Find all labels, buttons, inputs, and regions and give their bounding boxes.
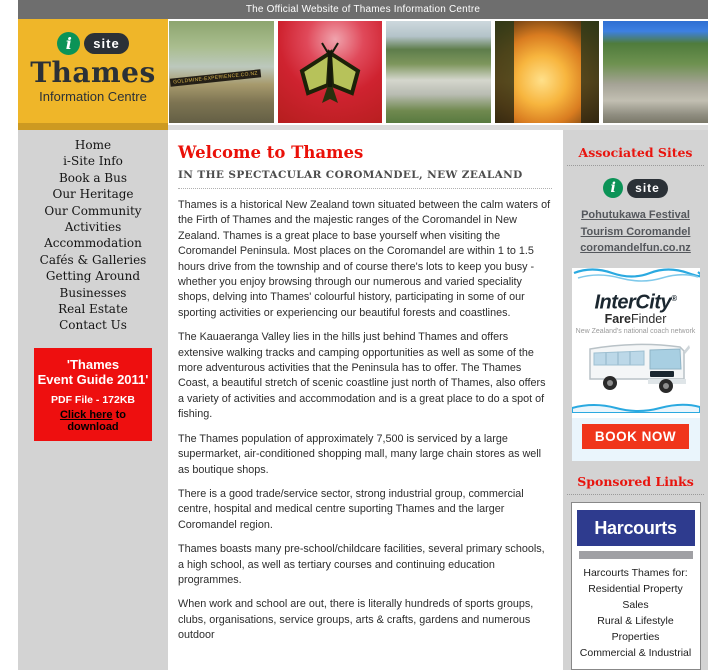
harcourts-ad[interactable] (571, 502, 701, 670)
paragraph-3: The Thames population of approximately 7,500 is serviced by a large supermarket, air-conditioned shopping mall, many large chain stores as well as boutique shops. (178, 432, 542, 476)
body (18, 130, 708, 670)
event-guide-title-line1: 'Thames (66, 356, 120, 372)
main-menu (18, 130, 168, 334)
harcourts-line-1: Harcourts Thames for: (583, 567, 688, 580)
book-now-button[interactable]: BOOK NOW (582, 424, 689, 449)
page-subtitle: IN THE SPECTACULAR COROMANDEL, NEW ZEALAND (178, 169, 523, 181)
sidebar-item-book-a-bus[interactable]: Book a Bus (58, 170, 128, 185)
paragraph-2: The Kauaeranga Valley lies in the hills just behind Thames and offers extensive walking tracks and camping opportunities as well as some of the more adventurous activities that the Peninsula has to offer. The Thames Coast, a beautiful stretch of scenic coastline just north of Thames, also offers a variety of activities and accommodation and is a great place to do a spot of fishing. (178, 331, 546, 421)
paragraph-1: Thames is a historical New Zealand town situated between the calm waters of the Firth of Thames and the majestic ranges of the Coromandel in New Zealand. Thames is a great place to base yourself when visiting the Coromandel Peninsula. Most places on the Coromandel are within 1 to 1.5 hours drive from the township and of course there's lots to keep you busy - whether you enjoy browsing through our numerous and varied speciality shops, delving into Thames' colourful history, participating in some of our sporting activities or experiencing our beautiful forests and coastlines. (178, 199, 551, 319)
banner-photos (168, 19, 708, 130)
paragraph-5: Thames boasts many pre-school/childcare facilities, several primary schools, a high school, as well as tertiary courses and continuing education programmes. (178, 543, 545, 586)
associated-links (563, 207, 708, 257)
site-title: Thames (30, 56, 156, 89)
harcourts-line-4: Commercial & Industrial (579, 647, 692, 660)
harcourts-logo: Harcourts (577, 510, 695, 546)
heading-divider (178, 188, 552, 189)
sidebar-item-contact-us[interactable]: Contact Us (59, 318, 127, 333)
link-pohutukawa-festival[interactable]: Pohutukawa Festival (581, 209, 690, 221)
site-logo (18, 19, 168, 130)
sidebar-item-getting-around[interactable]: Getting Around (45, 269, 141, 284)
top-bar-text: The Official Website of Thames Information Centre (245, 4, 481, 15)
sidebar-item-our-heritage[interactable]: Our Heritage (52, 187, 134, 202)
event-guide-download-rest: to download (67, 408, 127, 433)
harcourts-divider (579, 551, 693, 559)
event-guide-download-link[interactable]: Click here (59, 408, 113, 421)
wave-lines-icon (572, 268, 700, 282)
isite-site-badge: site (627, 179, 668, 198)
isite-i-icon: i (57, 32, 80, 55)
event-guide-download-label (36, 409, 150, 433)
sidebar-item-businesses[interactable]: Businesses (59, 285, 127, 300)
associated-sites-title: Associated Sites (578, 145, 693, 160)
event-guide-download-box[interactable] (34, 348, 152, 441)
left-sidebar (18, 130, 168, 670)
sidebar-item-real-estate[interactable]: Real Estate (58, 302, 128, 317)
page-container (18, 0, 708, 670)
header (18, 19, 708, 130)
paragraph-6: When work and school are out, there is literally hundreds of sports groups, clubs, organisations, service groups, arts & crafts, gardens and numerous outdoor (178, 598, 534, 642)
sidebar-item-home[interactable]: Home (74, 138, 112, 152)
banner-photo-sunset (495, 21, 600, 123)
paragraph-4: There is a good trade/service sector, strong industrial group, commercial centre, hospital and medical centre suporting Thames and the larger Coromandel region. (178, 487, 524, 531)
banner-photo-goldmine-experience (169, 21, 274, 123)
sidebar-item-activities[interactable]: Activities (64, 220, 122, 235)
butterfly-illustration (294, 41, 366, 107)
goldmine-sign-text: GOLDMINE-EXPERIENCE.CO.NZ (170, 69, 261, 86)
link-coromandelfun[interactable]: coromandelfun.co.nz (580, 242, 691, 254)
registered-mark: ® (671, 293, 677, 303)
banner-photo-butterfly (278, 21, 383, 123)
link-tourism-coromandel[interactable]: Tourism Coromandel (580, 225, 691, 238)
sponsored-links-header (567, 461, 704, 495)
intercity-tagline: New Zealand's national coach network (575, 328, 696, 336)
sidebar-item-our-community[interactable]: Our Community (44, 203, 142, 218)
main-content (168, 130, 563, 670)
banner-photo-stream (603, 21, 708, 123)
page-title: Welcome to Thames (178, 143, 364, 162)
isite-logo-small (603, 178, 668, 198)
sidebar-item-accommodation[interactable]: Accommodation (44, 236, 142, 251)
isite-logo (57, 32, 128, 55)
wave-divider-icon (572, 401, 700, 413)
site-subtitle: Information Centre (39, 89, 147, 104)
intercity-bus-illustration (580, 335, 692, 395)
top-bar (18, 0, 708, 19)
intercity-footer (572, 418, 700, 461)
sidebar-item-isite-info[interactable]: i-Site Info (63, 154, 123, 169)
associated-sites-header (567, 130, 704, 166)
intercity-farefinder-widget (572, 268, 700, 462)
sponsored-links-title: Sponsored Links (577, 474, 694, 490)
harcourts-line-2: Residential Property Sales (588, 583, 683, 612)
intercity-brand: InterCity® (594, 291, 677, 314)
sidebar-item-cafes-galleries[interactable]: Cafés & Galleries (39, 252, 147, 267)
event-guide-title-line2: Event Guide 2011' (37, 371, 149, 387)
event-guide-file-info: PDF File - 172KB (50, 393, 136, 406)
banner-photo-town-aerial (386, 21, 491, 123)
isite-site-badge: site (84, 33, 128, 54)
isite-i-icon: i (603, 178, 623, 198)
farefinder-label: FareFinder (604, 312, 667, 327)
harcourts-line-3: Rural & Lifestyle Properties (597, 615, 674, 644)
right-sidebar (563, 130, 708, 670)
